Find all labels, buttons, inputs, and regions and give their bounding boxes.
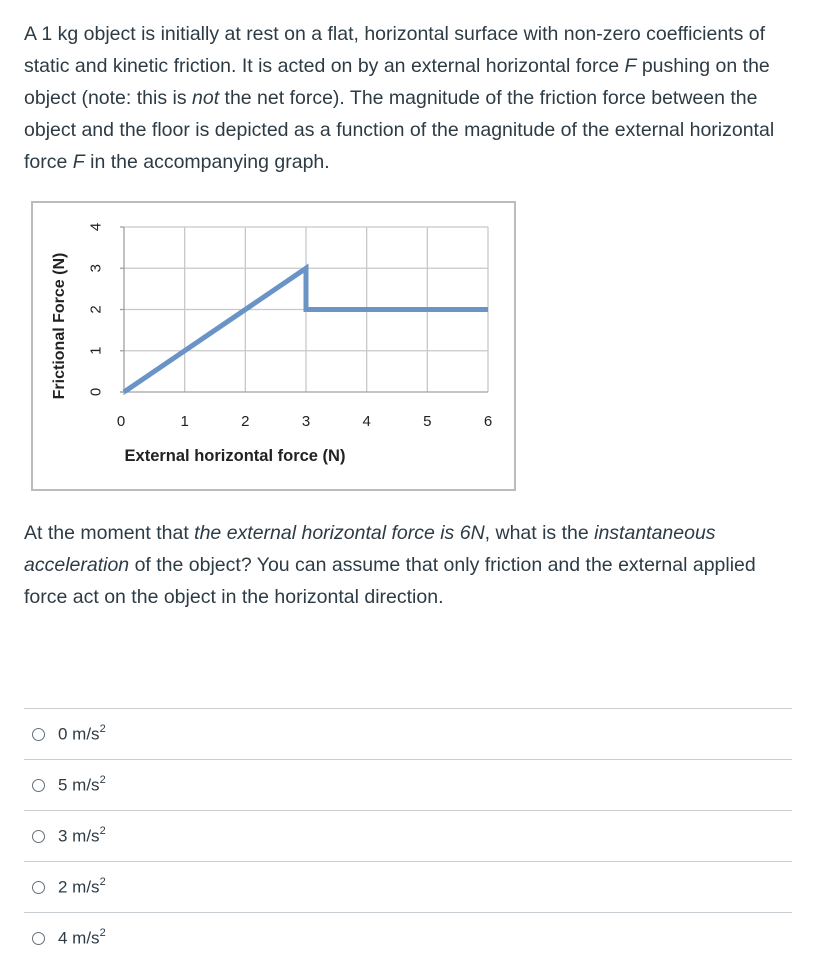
radio-button[interactable] <box>32 830 45 843</box>
y-tick-label: 0 <box>87 387 105 397</box>
radio-button[interactable] <box>32 932 45 945</box>
answer-label: 4 $m/s^2$ <box>58 926 106 948</box>
x-tick-label: 4 <box>362 413 371 430</box>
y-tick-label: 3 <box>87 264 105 273</box>
radio-button[interactable] <box>32 779 45 792</box>
x-tick-label: 2 <box>241 413 250 430</box>
answer-label: 0 $m/s^2$ <box>58 722 106 744</box>
answer-list <box>24 708 792 963</box>
answer-label: 2 $m/s^2$ <box>58 875 106 897</box>
x-tick-label: 0 <box>116 413 126 430</box>
answer-option[interactable] <box>24 810 792 861</box>
x-tick-label: 1 <box>180 413 189 430</box>
x-tick-label: 3 <box>301 413 311 430</box>
answer-label: 5 $m/s^2$ <box>58 773 106 795</box>
question-text: A 1 kg object is initially at rest on a flat, horizontal surface with non-zero coefficients of static and kinetic friction. It is acted on by an external horizontal force F pushing on the object (note: this is not the net force). The magnitude of the friction force between the object and the floor is depicted as a function of the magnitude of the external horizontal force F in the accompanying graph. <box>24 23 775 173</box>
y-tick-label: 4 <box>87 222 105 232</box>
friction-chart <box>31 201 516 491</box>
chart-svg <box>33 203 514 489</box>
answer-label: 3 $m/s^2$ <box>58 824 106 846</box>
x-tick-label: 6 <box>483 413 493 430</box>
x-tick-label: 5 <box>423 413 432 430</box>
question-prompt: At the moment that the external horizontal force is 6N, what is the instantaneous acceleration of the object? You can assume that only friction and the external applied force act on the object in the horizontal direction. <box>24 522 756 608</box>
y-tick-label: 1 <box>87 346 105 355</box>
answer-option[interactable] <box>24 759 792 810</box>
answer-option[interactable] <box>24 708 792 759</box>
x-axis-label: External horizontal force (N) <box>124 447 346 465</box>
radio-button[interactable] <box>32 728 45 741</box>
y-axis-label: Frictional Force (N) <box>51 252 68 400</box>
answer-option[interactable] <box>24 912 792 963</box>
y-tick-label: 2 <box>87 305 105 314</box>
answer-option[interactable] <box>24 861 792 912</box>
radio-button[interactable] <box>32 881 45 894</box>
